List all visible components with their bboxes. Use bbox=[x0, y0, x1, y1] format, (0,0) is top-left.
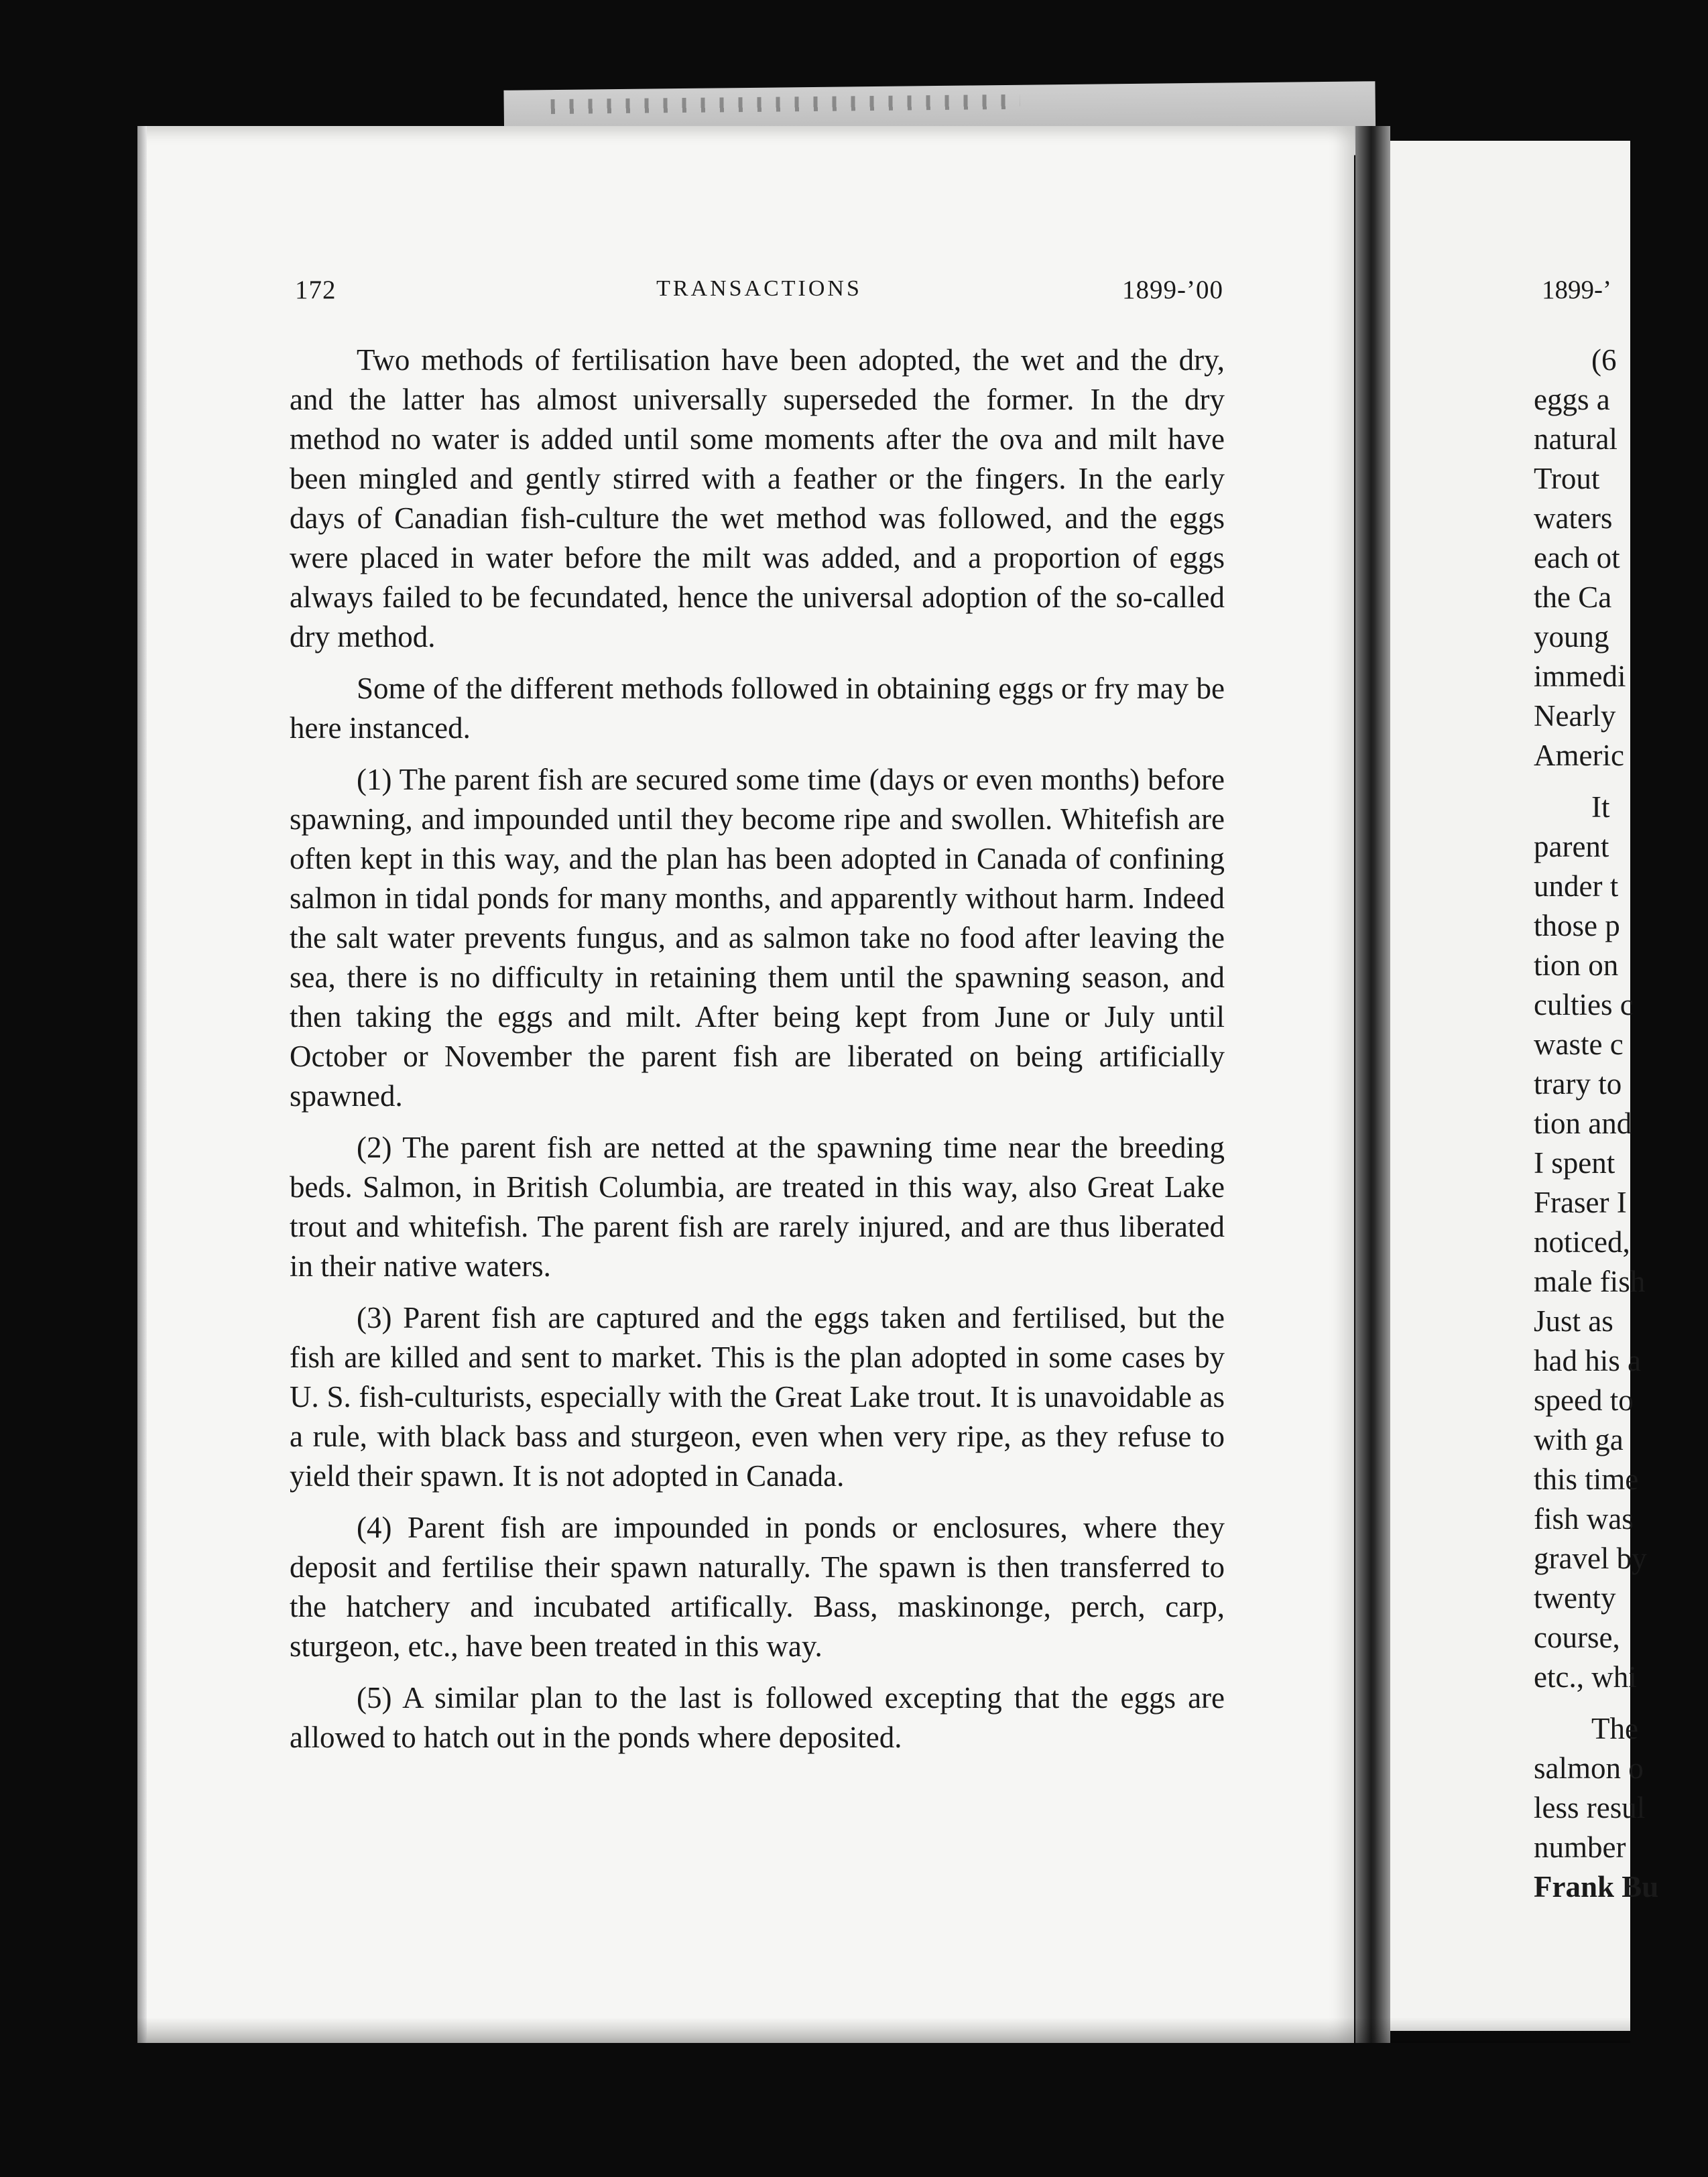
right-page-line: Frank Bu bbox=[1534, 1870, 1659, 1904]
running-title: TRANSACTIONS bbox=[656, 276, 862, 301]
right-page-line: natural bbox=[1534, 422, 1618, 456]
paragraph-method-2: (2) The parent fish are netted at the spawning time near the breeding beds. Salmon, in British Columbia, are treated in this way, also Great Lake trout and whitefish. The parent fish are rarely injured, and are thus liberated in their native waters. bbox=[290, 1131, 1225, 1283]
book-gutter bbox=[1355, 126, 1390, 2043]
right-page-line: young bbox=[1534, 620, 1609, 654]
right-page-line: had his a bbox=[1534, 1344, 1641, 1377]
right-page-line: tion and bbox=[1534, 1107, 1632, 1140]
right-page-line: trary to bbox=[1534, 1067, 1622, 1101]
right-page-paragraph-gap bbox=[1534, 1697, 1708, 1709]
paragraph-method-4: (4) Parent fish are impounded in ponds or enclosures, where they deposit and fertilise their spawn naturally. The spawn is then transferred to the hatchery and incubated artifically. Bass, maskinonge, perch, carp, sturgeon, etc., have been treated in this way. bbox=[290, 1511, 1225, 1663]
right-page-line: gravel by bbox=[1534, 1542, 1647, 1575]
right-page-line: with ga bbox=[1534, 1423, 1624, 1456]
right-page-line: fish was bbox=[1534, 1502, 1634, 1536]
right-page-line: Nearly bbox=[1534, 699, 1616, 733]
right-page-line: Just as bbox=[1534, 1304, 1613, 1338]
back-page-markings bbox=[551, 95, 1020, 114]
right-page-line: noticed, bbox=[1534, 1225, 1630, 1259]
left-page-edge bbox=[137, 126, 147, 2043]
right-page-line: parent bbox=[1534, 830, 1609, 863]
right-page-line: waters bbox=[1534, 501, 1613, 535]
right-page-line: under t bbox=[1534, 869, 1619, 903]
right-page-line: waste c bbox=[1534, 1028, 1624, 1061]
right-page-line: It bbox=[1591, 790, 1610, 824]
page-number: 172 bbox=[295, 275, 337, 304]
running-header bbox=[295, 275, 1223, 315]
right-page-line: Fraser I bbox=[1534, 1186, 1627, 1219]
right-page-line: twenty bbox=[1534, 1581, 1616, 1615]
paragraph-fertilisation: Two methods of fertilisation have been adopted, the wet and the dry, and the latter has almost universally superseded the former. In the dry method no water is added until some moments after the ova and milt have been mingled and gently stirred with a feather or the fingers. In the early days of Canadian fish-culture the wet method was followed, and the eggs were placed in water before the milt was added, and a proportion of eggs always failed to be fecundated, hence the universal adoption of the so-called dry method. bbox=[290, 343, 1225, 654]
right-page-line: tion on bbox=[1534, 948, 1619, 982]
right-page-line: number bbox=[1534, 1830, 1626, 1864]
header-year: 1899-’00 bbox=[1122, 275, 1223, 304]
right-page-line: Trout bbox=[1534, 462, 1600, 495]
paragraph-method-3: (3) Parent fish are captured and the eggs taken and fertilised, but the fish are killed and sent to market. This is the plan adopted in some cases by U. S. fish-culturists, especially with the Great Lake trout. It is unavoidable as a rule, with black bass and sturgeon, even when very ripe, as they refuse to yield their spawn. It is not adopted in Canada. bbox=[290, 1301, 1225, 1493]
right-page-line: the Ca bbox=[1534, 580, 1612, 614]
right-page-line: salmon o bbox=[1534, 1751, 1644, 1785]
right-page-line: I spent bbox=[1534, 1146, 1615, 1180]
paragraph-method-5: (5) A similar plan to the last is followed excepting that the eggs are allowed to hatch out in the ponds where deposited. bbox=[290, 1681, 1225, 1754]
page-body bbox=[290, 340, 1225, 1769]
right-page-line: The bbox=[1591, 1712, 1638, 1745]
right-page-line: less resul bbox=[1534, 1791, 1646, 1824]
right-page-line: immedi bbox=[1534, 660, 1626, 693]
right-page-line: etc., whi bbox=[1534, 1660, 1637, 1694]
right-page-line: each ot bbox=[1534, 541, 1620, 574]
right-page-paragraph-gap bbox=[1534, 775, 1708, 788]
right-page-line: culties c bbox=[1534, 988, 1634, 1021]
right-page-line: eggs a bbox=[1534, 383, 1610, 416]
right-page-line: male fish bbox=[1534, 1265, 1646, 1298]
paragraph-methods-intro: Some of the different methods followed in obtaining eggs or fry may be here instanced. bbox=[290, 672, 1225, 745]
right-page-line: this time bbox=[1534, 1463, 1639, 1496]
right-page-line: Americ bbox=[1534, 739, 1624, 772]
right-page-line: (6 bbox=[1591, 343, 1617, 377]
right-page-line: course, bbox=[1534, 1621, 1620, 1654]
paragraph-method-1: (1) The parent fish are secured some time (days or even months) before spawning, and impounded until they become ripe and swollen. Whitefish are often kept in this way, and the plan has been adopted in Canada of confining salmon in tidal ponds for many months, and apparently without harm. Indeed the salt water prevents fungus, and as salmon take no food after leaving the sea, there is no difficulty in retaining them until the spawning season, and then taking the eggs and milt. After being kept from June or July until October or November the parent fish are liberated on being artificially spawned. bbox=[290, 763, 1225, 1113]
right-page-header: 1899-’ bbox=[1542, 275, 1611, 304]
bottom-shadow bbox=[137, 2017, 1630, 2043]
right-page-line: speed to bbox=[1534, 1383, 1634, 1417]
right-page-line: those p bbox=[1534, 909, 1620, 942]
right-page-text bbox=[1534, 340, 1708, 1907]
